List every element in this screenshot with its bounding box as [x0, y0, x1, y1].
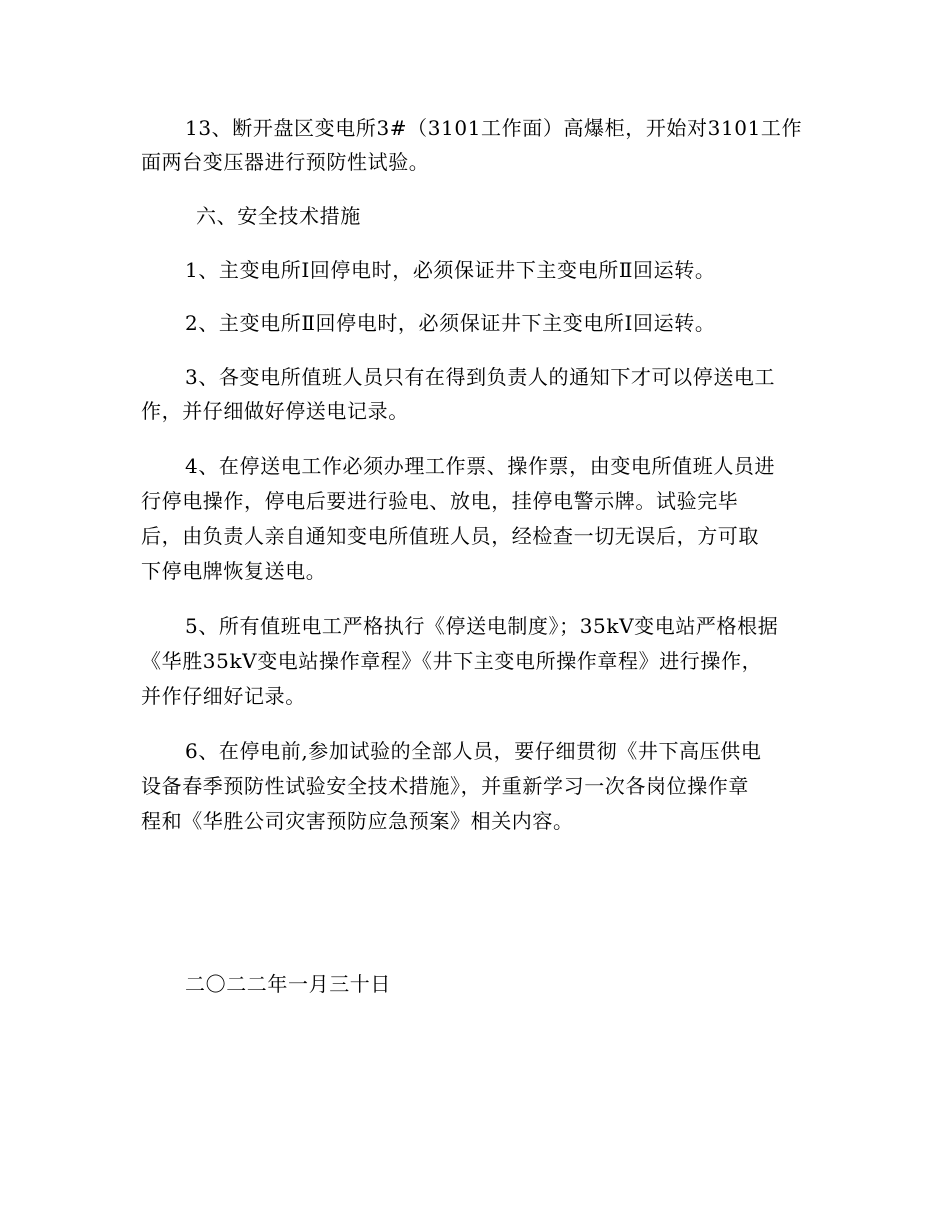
section-title: 六、安全技术措施 [196, 204, 361, 228]
text-line: 《华胜35kV变电站操作章程》《井下主变电所操作章程》进行操作， [141, 649, 763, 673]
text-line: 下停电牌恢复送电。 [141, 559, 327, 583]
text-line: 2、主变电所Ⅱ回停电时，必须保证井下主变电所Ⅰ回运转。 [185, 311, 716, 335]
text-line: 1、主变电所Ⅰ回停电时，必须保证井下主变电所Ⅱ回运转。 [185, 258, 716, 282]
text-line: 13、断开盘区变电所3#（3101工作面）高爆柜，开始对3101工作 [185, 116, 803, 140]
text-line: 5、所有值班电工严格执行《停送电制度》；35kV变电站严格根据 [185, 614, 779, 638]
text-line: 4、在停送电工作必须办理工作票、操作票，由变电所值班人员进 [185, 454, 776, 478]
text-line: 作，并仔细做好停送电记录。 [141, 399, 409, 423]
text-line: 程和《华胜公司灾害预防应急预案》相关内容。 [141, 809, 574, 833]
text-line: 3、各变电所值班人员只有在得到负责人的通知下才可以停送电工 [185, 365, 776, 389]
text-line: 设备春季预防性试验安全技术措施》，并重新学习一次各岗位操作章 [141, 774, 749, 798]
text-line: 后，由负责人亲自通知变电所值班人员，经检查一切无误后，方可取 [141, 524, 759, 548]
text-line: 6、在停电前,参加试验的全部人员，要仔细贯彻《井下高压供电 [185, 739, 762, 763]
text-line: 行停电操作，停电后要进行验电、放电，挂停电警示牌。试验完毕 [141, 489, 739, 513]
text-line: 并作仔细好记录。 [141, 684, 306, 708]
text-line: 面两台变压器进行预防性试验。 [141, 150, 430, 174]
document-date: 二〇二二年一月三十日 [185, 972, 391, 996]
